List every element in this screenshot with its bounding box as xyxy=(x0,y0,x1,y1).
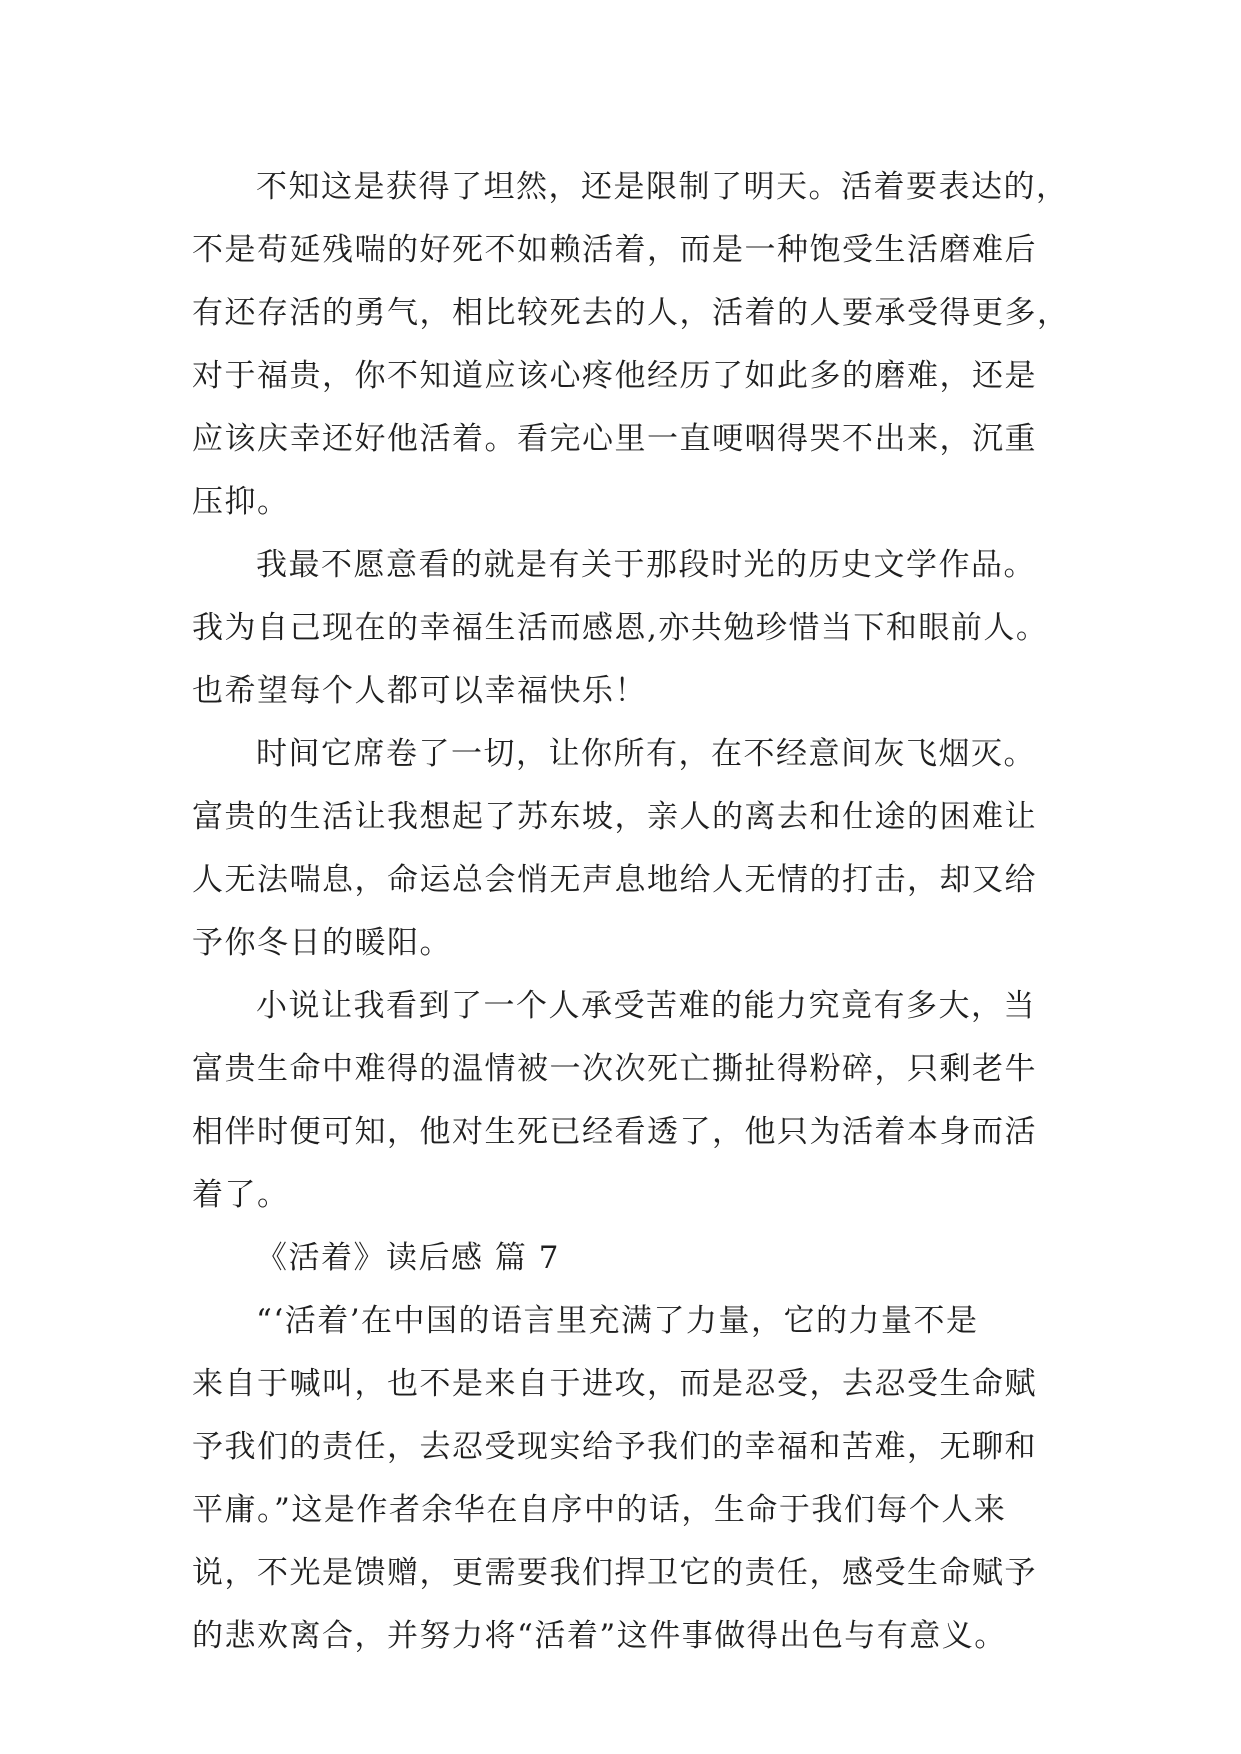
text-line: 我为自己现在的幸福生活而感恩,亦共勉珍惜当下和眼前人。 xyxy=(192,610,1049,646)
text-line: 时间它席卷了一切，让你所有，在不经意间灰飞烟灭。 xyxy=(256,736,1036,772)
text-line: 应该庆幸还好他活着。看完心里一直哽咽得哭不出来，沉重 xyxy=(192,421,1037,457)
text-line: 平庸。”这是作者余华在自序中的话，生命于我们每个人来 xyxy=(192,1492,1007,1528)
text-line: 我最不愿意看的就是有关于那段时光的历史文学作品。 xyxy=(256,547,1036,583)
text-line: 不是苟延残喘的好死不如赖活着，而是一种饱受生活磨难后 xyxy=(192,232,1037,268)
text-line: 也希望每个人都可以幸福快乐！ xyxy=(192,673,647,709)
text-line: 有还存活的勇气，相比较死去的人，活着的人要承受得更多， xyxy=(192,295,1070,331)
section-heading: 《活着》读后感 篇 7 xyxy=(256,1240,560,1276)
text-line: 对于福贵，你不知道应该心疼他经历了如此多的磨难，还是 xyxy=(192,358,1037,394)
text-line: 说，不光是馈赠，更需要我们捍卫它的责任，感受生命赋予 xyxy=(192,1555,1037,1591)
text-line: 富贵生命中难得的温情被一次次死亡撕扯得粉碎，只剩老牛 xyxy=(192,1051,1037,1087)
text-line: 不知这是获得了坦然，还是限制了明天。活着要表达的， xyxy=(256,169,1069,205)
document-body xyxy=(192,156,1072,1668)
text-line: 富贵的生活让我想起了苏东坡，亲人的离去和仕途的困难让 xyxy=(192,799,1037,835)
text-line: 予我们的责任，去忍受现实给予我们的幸福和苦难，无聊和 xyxy=(192,1429,1037,1465)
text-line: 相伴时便可知，他对生死已经看透了，他只为活着本身而活 xyxy=(192,1114,1037,1150)
text-line: 小说让我看到了一个人承受苦难的能力究竟有多大，当 xyxy=(256,988,1036,1024)
text-line: “‘活着’在中国的语言里充满了力量，它的力量不是 xyxy=(256,1303,979,1339)
text-line: 来自于喊叫，也不是来自于进攻，而是忍受，去忍受生命赋 xyxy=(192,1366,1037,1402)
text-line: 压抑。 xyxy=(192,484,290,520)
text-line: 着了。 xyxy=(192,1177,290,1213)
text-line: 的悲欢离合，并努力将“活着”这件事做得出色与有意义。 xyxy=(192,1618,1007,1654)
text-line: 人无法喘息，命运总会悄无声息地给人无情的打击，却又给 xyxy=(192,862,1037,898)
text-line: 予你冬日的暖阳。 xyxy=(192,925,452,961)
